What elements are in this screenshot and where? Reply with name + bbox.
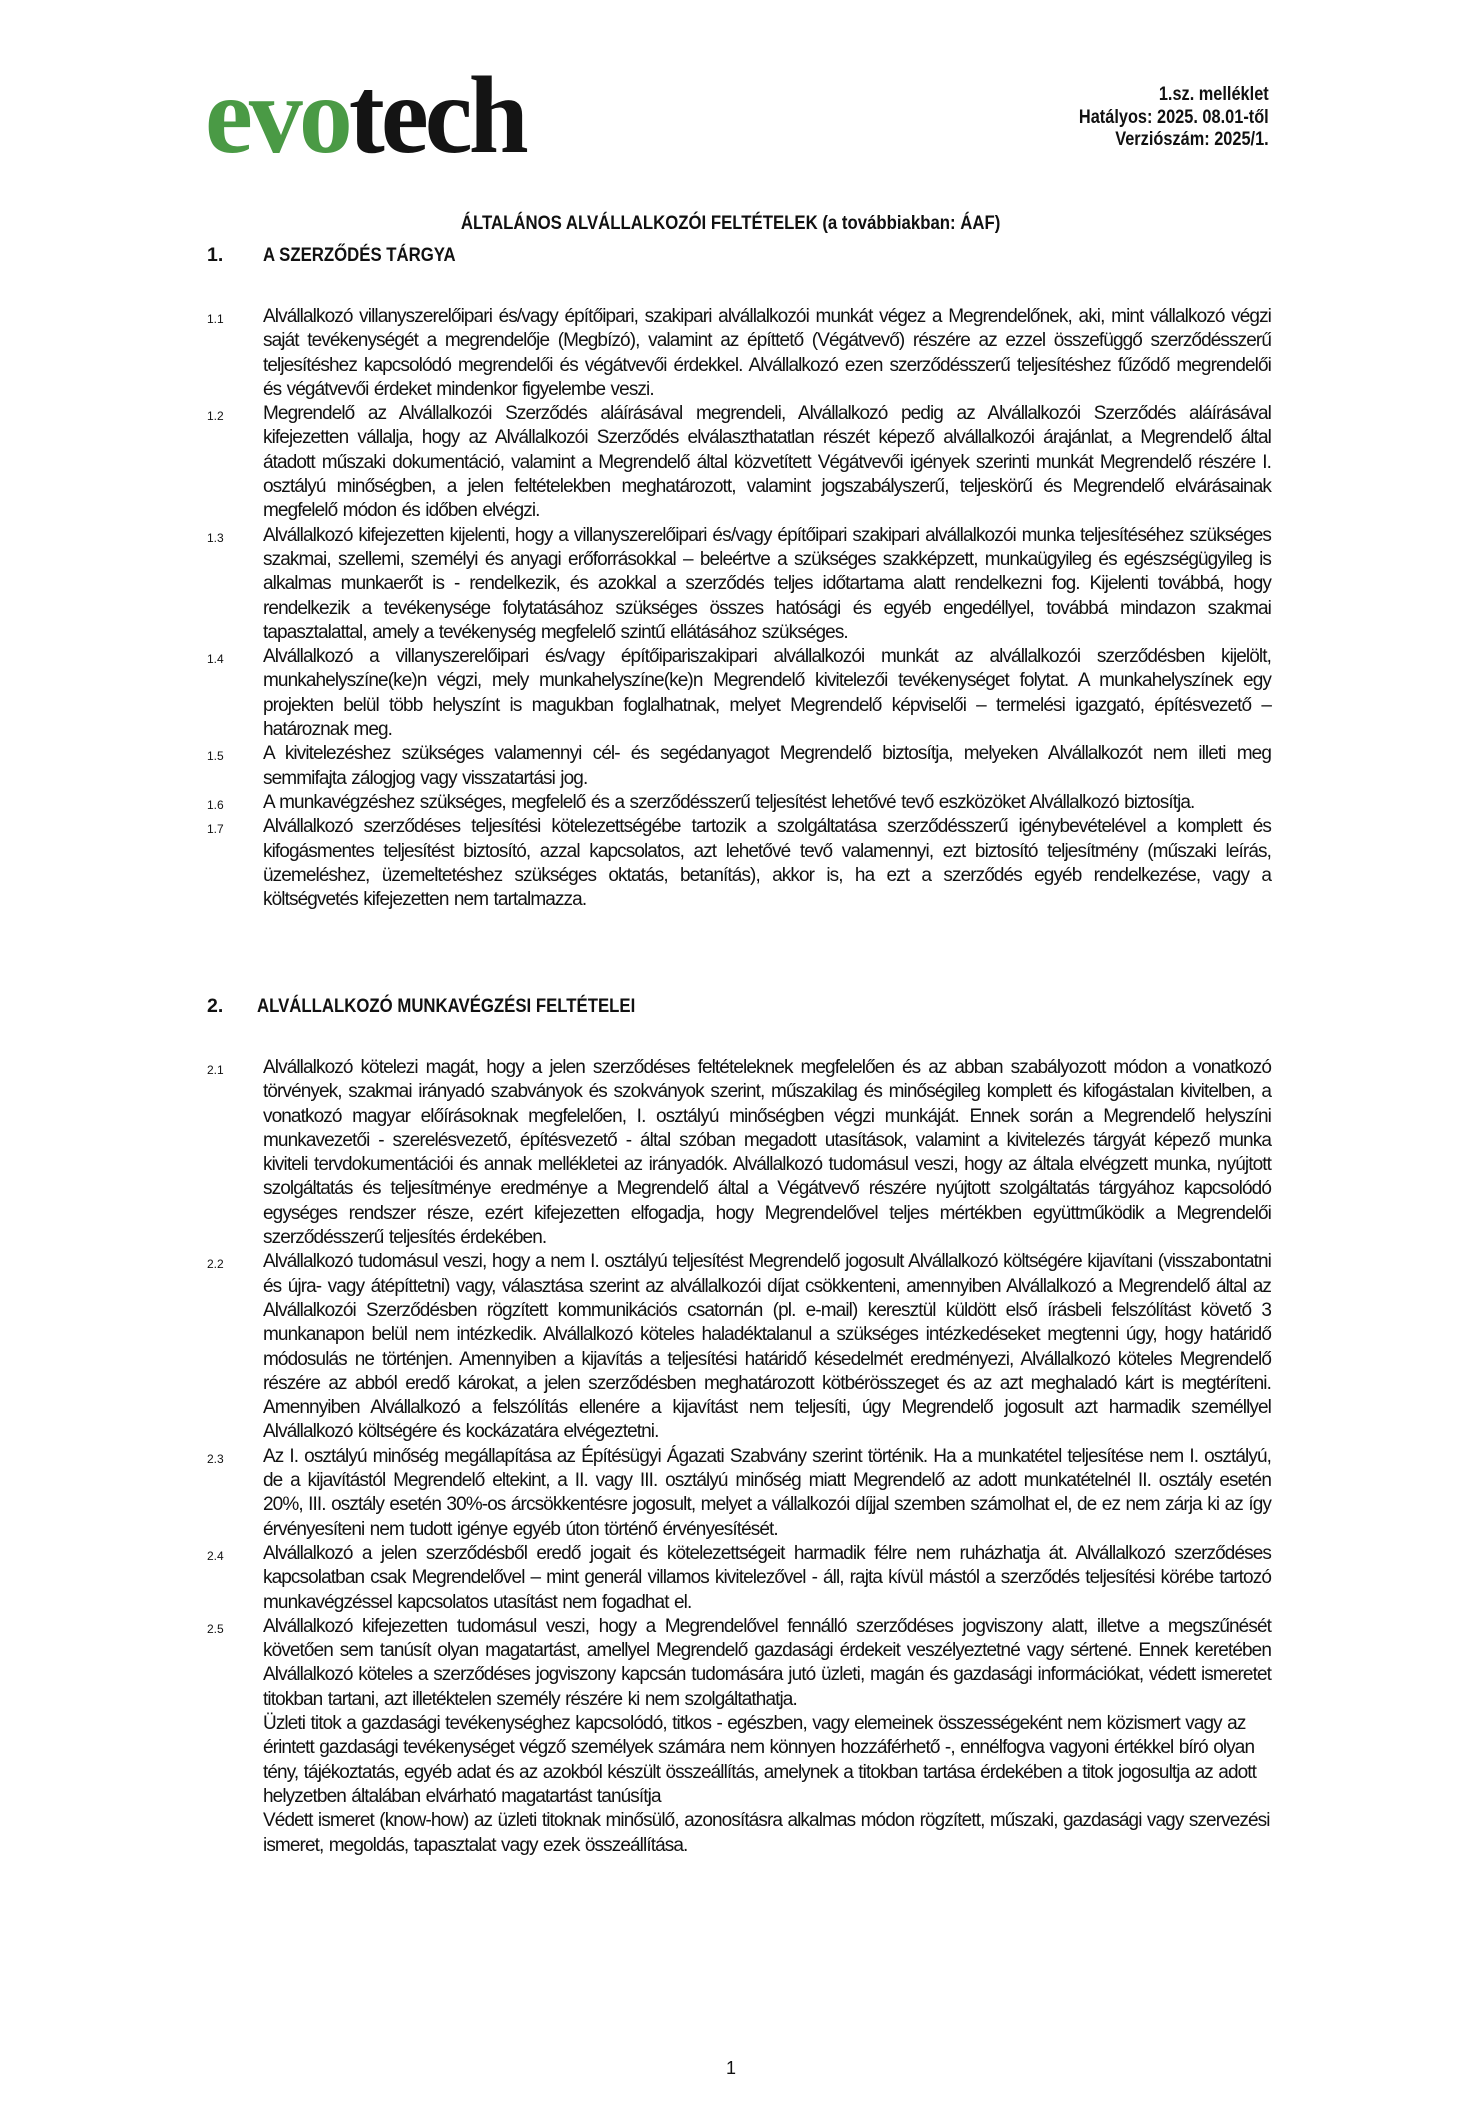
clause-number: 1.1 [207,312,224,326]
evotech-logo [205,54,525,176]
section-2-clauses [0,1056,1462,1858]
section-title: A SZERZŐDÉS TÁRGYA [263,244,456,266]
clause-number: 2.2 [207,1257,224,1272]
clause-text: Alvállalkozó szerződéses teljesítési kötelezettségébe tartozik a szolgáltatása szerződésszerű igénybevételével a komplett és kifogásmentes teljesítést biztosító, azzal kapcsolatos, azt lehetővé tevő valamennyi, ezt biztosító teljesítmény (műszaki leírás, üzemeléshez, üzemeltetéshez szükséges oktatás, betanítás), akkor is, ha ezt a szerződés egyéb rendelkezése, vagy a költségvetés kifejezetten nem tartalmazza. [263,816,1271,911]
logo-green-text: evo [205,54,349,176]
clause-number: 1.6 [207,797,224,812]
clause-number: 2.5 [207,1621,224,1636]
clause-number: 1.4 [207,652,224,667]
section-number: 1. [207,244,224,266]
clause-text: Alvállalkozó kifejezetten kijelenti, hogy a villanyszerelőipari és/vagy építőipari szakipari alvállalkozói munka teljesítéséhez szükséges szakmai, szellemi, személyi és anyagi erőforrásokkal – beleértve a szükséges szakképzett, munkaügyileg és egészségügyileg is alkalmas munkaerőt is - rendelkezik, és azokkal a szerződés teljes időtartama alatt rendelkezni fog. Kijelenti továbbá, hogy rendelkezik a tevékenysége folytatásához szükséges összes hatósági és egyéb engedéllyel, továbbá mindazon szakmai tapasztalattal, amely a tevékenység megfelelő szintű ellátásához szükséges. [263,524,1271,643]
clause-number: 1.3 [207,530,224,545]
clause-number: 2.3 [207,1451,224,1466]
clause-text: Alvállalkozó a jelen szerződésből eredő jogait és kötelezettségeit harmadik félre nem ruházhatja át. Alvállalkozó szerződéses kapcsolatban csak Megrendelővel – mint generál villamos kivitelezővel - áll, rajta kívül mástól a szerződés teljesítési körébe tartozó munkavégzéssel kapcsolatos utasítást nem fogadhat el. [263,1542,1271,1613]
document-title: ÁLTALÁNOS ALVÁLLALKOZÓI FELTÉTELEK (a továbbiakban: ÁAF) [461,212,1001,234]
section-heading-2 [207,995,697,1018]
effective-date: Hatályos: 2025. 08.01-től [1079,106,1269,128]
clause-number: 1.5 [207,749,224,764]
clause-2-2 [207,1250,1271,1444]
section-heading-1 [207,244,487,267]
section-title: ALVÁLLALKOZÓ MUNKAVÉGZÉSI FELTÉTELEI [257,995,636,1017]
clause-text: Az I. osztályú minőség megállapítása az Építésügyi Ágazati Szabvány szerint történik. Ha a munkatétel teljesítése nem I. osztályú, de a kijavítástól Megrendelő eltekint, a II. vagy III. osztályú minőség miatt Megrendelő az adott munkatételnél II. osztály esetén 20%, III. osztály esetén 30%-os árcsökkentésre jogosult, melyet a vállalkozói díjjal szemben számolhat el, de ez nem zárja ki az így érvényesíteni nem tudott igénye egyéb úton történő érvényesítését. [263,1445,1271,1540]
clause-text: Alvállalkozó villanyszerelőipari és/vagy építőipari, szakipari alvállalkozói munkát végez a Megrendelőnek, aki, mint vállalkozó végzi saját tevékenységét a megrendelője (Megbízó), valamint az építtető (Végátvevő) részére az ezzel összefüggő szerződésszerű teljesítéshez kapcsolódó megrendelői és végátvevői érdekkel. Alvállalkozó ezen szerződésszerű teljesítéshez fűződő megrendelői és végátvevői érdeket mindenkor figyelembe veszi. [263,306,1271,400]
clause-1-5 [207,742,1271,791]
clause-text: A munkavégzéshez szükséges, megfelelő és a szerződésszerű teljesítést lehetővé tevő eszközöket Alvállalkozó biztosítja. [263,791,1195,813]
section-1-clauses [0,305,1462,912]
document-meta [1048,84,1269,152]
clause-2-4 [207,1542,1271,1615]
clause-2-5 [207,1615,1271,1858]
clause-1-2 [207,402,1271,523]
clause-number: 1.2 [207,409,224,424]
clause-text: Megrendelő az Alvállalkozói Szerződés aláírásával megrendeli, Alvállalkozó pedig az Alvállalkozói Szerződés aláírásával kifejezetten vállalja, hogy az Alvállalkozói Szerződés elválaszthatatlan részét képező alvállalkozói árajánlat, a Megrendelő által átadott műszaki dokumentáció, valamint a Megrendelő által közvetített Végátvevői igények szerinti munkát Megrendelő részére I. osztályú minőségben, a jelen feltételekben meghatározott, valamint jogszabályszerű, teljeskörű és Megrendelő elvárásainak megfelelő módon és időben elvégzi. [263,403,1271,522]
clause-text: A kivitelezéshez szükséges valamennyi cél- és segédanyagot Megrendelő biztosítja, melyeken Alvállalkozót nem illeti meg semmifajta zálogjog vagy visszatartási jog. [263,743,1271,789]
clause-2-3 [207,1445,1271,1542]
clause-1-3 [207,524,1271,645]
clause-number: 2.1 [207,1063,224,1077]
clause-number: 2.4 [207,1548,224,1563]
page-number: 1 [725,2058,736,2078]
clause-text-know-how: Védett ismeret (know-how) az üzleti titoknak minősülő, azonosításra alkalmas módon rögzített, műszaki, gazdasági vagy szervezési ismeret, megoldás, tapasztalat vagy ezek összeállítása. [263,1810,1270,1856]
logo-black-text: tech [348,54,525,176]
clause-1-6 [207,791,1271,815]
clause-text: Alvállalkozó kifejezetten tudomásul veszi, hogy a Megrendelővel fennálló szerződéses jogviszony alatt, illetve a megszűnését követően sem tanúsít olyan magatartást, amellyel Megrendelő gazdasági érdekeit veszélyeztetné vagy sértené. Ennek keretében Alvállalkozó köteles a szerződéses jogviszony kapcsán tudomására jutó üzleti, magán és gazdasági információkat, védett ismeretet titokban tartani, azt illetéktelen személy részére ki nem szolgáltathatja. [263,1615,1271,1710]
annex-label: 1.sz. melléklet [1159,84,1269,105]
clause-1-4 [207,645,1271,742]
clause-1-7 [207,815,1271,912]
clause-text: Alvállalkozó a villanyszerelőipari és/vagy építőipariszakipari alvállalkozói munkát az alvállalkozói szerződésben kijelölt, munkahelyszíne(ke)n végzi, mely munkahelyszíne(ke)n Megrendelő kivitelezői tevékenységet folytat. A munkahelyszínek egy projekten belül több helyszínt is magukban foglalhatnak, melyet Megrendelő képviselői – termelési igazgató, építésvezető – határoznak meg. [263,646,1271,741]
clause-text-trade-secret: Üzleti titok a gazdasági tevékenységhez kapcsolódó, titkos - egészben, vagy elemeinek összességeként nem közismert vagy az érintett gazdasági tevékenységet végző személyek számára nem könnyen hozzáférhető -, ennélfogva vagyoni értékkel bíró olyan tény, tájékoztatás, egyéb adat és az azokból készült összeállítás, amelynek a titokban tartása érdekében a titok jogosultja az adott helyzetben általában elvárható magatartást tanúsítja [263,1713,1257,1807]
clause-number: 1.7 [207,822,224,837]
clause-text: Alvállalkozó kötelezi magát, hogy a jelen szerződéses feltételeknek megfelelően és az abban szabályozott módon a vonatkozó törvények, szakmai irányadó szabványok és szokványok szerint, műszakilag és minőségileg komplett és kifogástalan kivitelben, a vonatkozó magyar előírásoknak megfelelően, I. osztályú minőségben végzi munkáját. Ennek során a Megrendelő helyszíni munkavezetői - szerelésvezető, építésvezető - által szóban megadott utasítások, valamint a kivitelezés tárgyát képező munka kiviteli tervdokumentációi és annak mellékletei az irányadók. Alvállalkozó tudomásul veszi, hogy az általa elvégzett munka, nyújtott szolgáltatás és teljesítménye eredménye a Megrendelő által a Végátvevő részére nyújtott szolgáltatás tárgyához kapcsolódó egységes rendszer része, ezért kifejezetten elfogadja, hogy Megrendelővel teljes mértékben együttműködik a Megrendelői szerződésszerű teljesítés érdekében. [263,1057,1271,1249]
version-number: Verziószám: 2025/1. [1115,129,1269,150]
clause-2-1 [207,1056,1271,1250]
clause-text: Alvállalkozó tudomásul veszi, hogy a nem I. osztályú teljesítést Megrendelő jogosult Alvállalkozó költségére kijavítani (visszabontatni és újra- vagy átépíttetni) vagy, választása szerint az alvállalkozói díjat csökkenteni, amennyiben Alvállalkozó a Megrendelő által az Alvállalkozói Szerződésben rögzített kommunikációs csatornán (pl. e-mail) keresztül küldött első írásbeli felszólítást követő 3 munkanapon belül nem intézkedik. Alvállalkozó köteles haladéktalanul a szükséges intézkedéseket megtenni úgy, hogy határidő módosulás ne történjen. Amennyiben a kijavítás a teljesítési határidő késedelmét eredményezi, Alvállalkozó köteles Megrendelő részére az abból eredő károkat, a jelen szerződésben meghatározott kötbérösszeget és az azt meghaladó kárt is megtéríteni. Amennyiben Alvállalkozó a felszólítás ellenére a kijavítást nem teljesíti, úgy Megrendelő jogosult azt harmadik személlyel Alvállalkozó költségére és kockázatára elvégeztetni. [263,1251,1271,1443]
section-number: 2. [207,995,224,1017]
clause-1-1 [207,305,1271,402]
